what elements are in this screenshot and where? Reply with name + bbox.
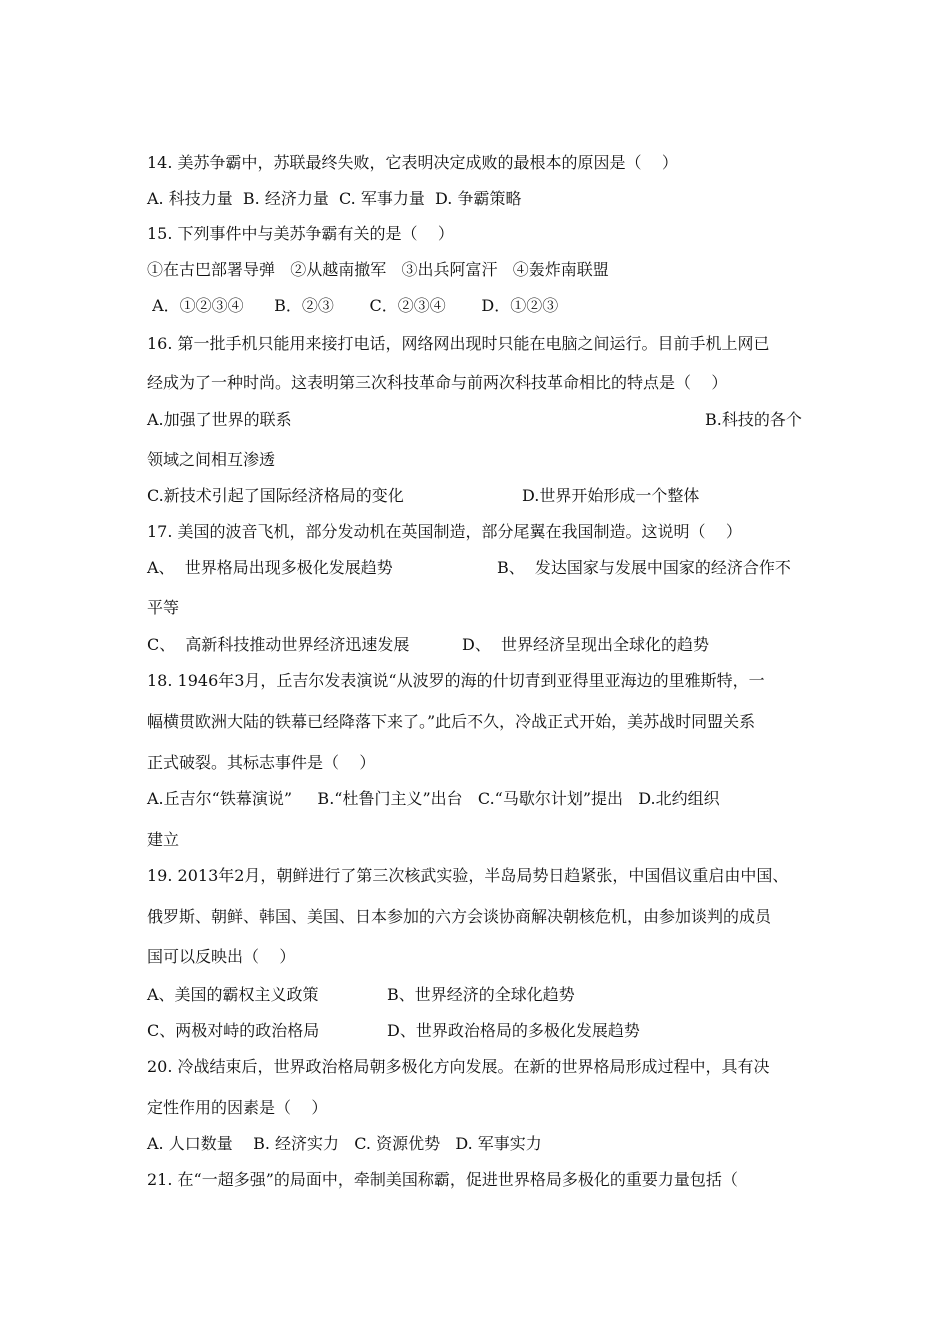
q20-options: A. 人口数量 B. 经济实力 C. 资源优势 D. 军事实力 [147, 1134, 542, 1153]
q17-option-d: D、 世界经济呈现出全球化的趋势 [462, 635, 710, 654]
q15-stem: 15. 下列事件中与美苏争霸有关的是（ ） [147, 224, 454, 243]
q16-option-a: A.加强了世界的联系 [147, 410, 292, 429]
q19-option-a: A、美国的霸权主义政策 [147, 985, 319, 1004]
q19-option-b: B、世界经济的全球化趋势 [387, 985, 575, 1004]
q18-stem-line1: 18. 1946年3月，丘吉尔发表演说“从波罗的海的什切青到亚得里亚海边的里雅斯特，一 [147, 671, 765, 690]
q18-stem-line3: 正式破裂。其标志事件是（ ） [147, 753, 376, 772]
q16-option-c: C.新技术引起了国际经济格局的变化 [147, 486, 404, 505]
q17-option-b: B、 发达国家与发展中国家的经济合作不 [497, 558, 791, 577]
q14-options: A. 科技力量 B. 经济力量 C. 军事力量 D. 争霸策略 [147, 189, 522, 208]
q19-stem-line1: 19. 2013年2月，朝鲜进行了第三次核武实验，半岛局势日趋紧张，中国倡议重启由中国、 [147, 866, 789, 885]
q20-stem-line2: 定性作用的因素是（ ） [147, 1098, 328, 1117]
q15-items: ①在古巴部署导弹 ②从越南撤军 ③出兵阿富汗 ④轰炸南联盟 [147, 260, 609, 279]
q14-stem: 14. 美苏争霸中，苏联最终失败，它表明决定成败的最根本的原因是（ ） [147, 153, 678, 172]
q19-option-c: C、两极对峙的政治格局 [147, 1021, 320, 1040]
q18-options-cont: 建立 [147, 830, 180, 849]
q20-stem-line1: 20. 冷战结束后，世界政治格局朝多极化方向发展。在新的世界格局形成过程中，具有决 [147, 1057, 770, 1076]
q17-option-a: A、 世界格局出现多极化发展趋势 [147, 558, 393, 577]
q16-option-d: D.世界开始形成一个整体 [522, 486, 700, 505]
q19-stem-line3: 国可以反映出（ ） [147, 947, 296, 966]
q16-stem-line1: 16. 第一批手机只能用来接打电话，网络网出现时只能在电脑之间运行。目前手机上网已 [147, 334, 770, 353]
q17-option-c: C、 高新科技推动世界经济迅速发展 [147, 635, 410, 654]
q19-stem-line2: 俄罗斯、朝鲜、韩国、美国、日本参加的六方会谈协商解决朝核危机，由参加谈判的成员 [147, 907, 772, 926]
q16-stem-line2: 经成为了一种时尚。这表明第三次科技革命与前两次科技革命相比的特点是（ ） [147, 373, 728, 392]
q18-stem-line2: 幅横贯欧洲大陆的铁幕已经降落下来了。”此后不久，冷战正式开始，美苏战时同盟关系 [147, 712, 756, 731]
q18-options: A.丘吉尔“铁幕演说” B.“杜鲁门主义”出台 C.“马歇尔计划”提出 D.北约组织 [147, 789, 720, 808]
q17-stem: 17. 美国的波音飞机，部分发动机在英国制造，部分尾翼在我国制造。这说明（ ） [147, 522, 742, 541]
q16-option-b-cont: 领域之间相互渗透 [147, 450, 276, 469]
q15-options: A．①②③④ B．②③ C．②③④ D．①②③ [147, 296, 559, 315]
q17-option-b-cont: 平等 [147, 598, 180, 617]
q16-option-b: B.科技的各个 [705, 410, 802, 429]
q19-option-d: D、世界政治格局的多极化发展趋势 [387, 1021, 640, 1040]
q21-stem: 21. 在“一超多强”的局面中，牵制美国称霸，促进世界格局多极化的重要力量包括（ [147, 1170, 738, 1189]
